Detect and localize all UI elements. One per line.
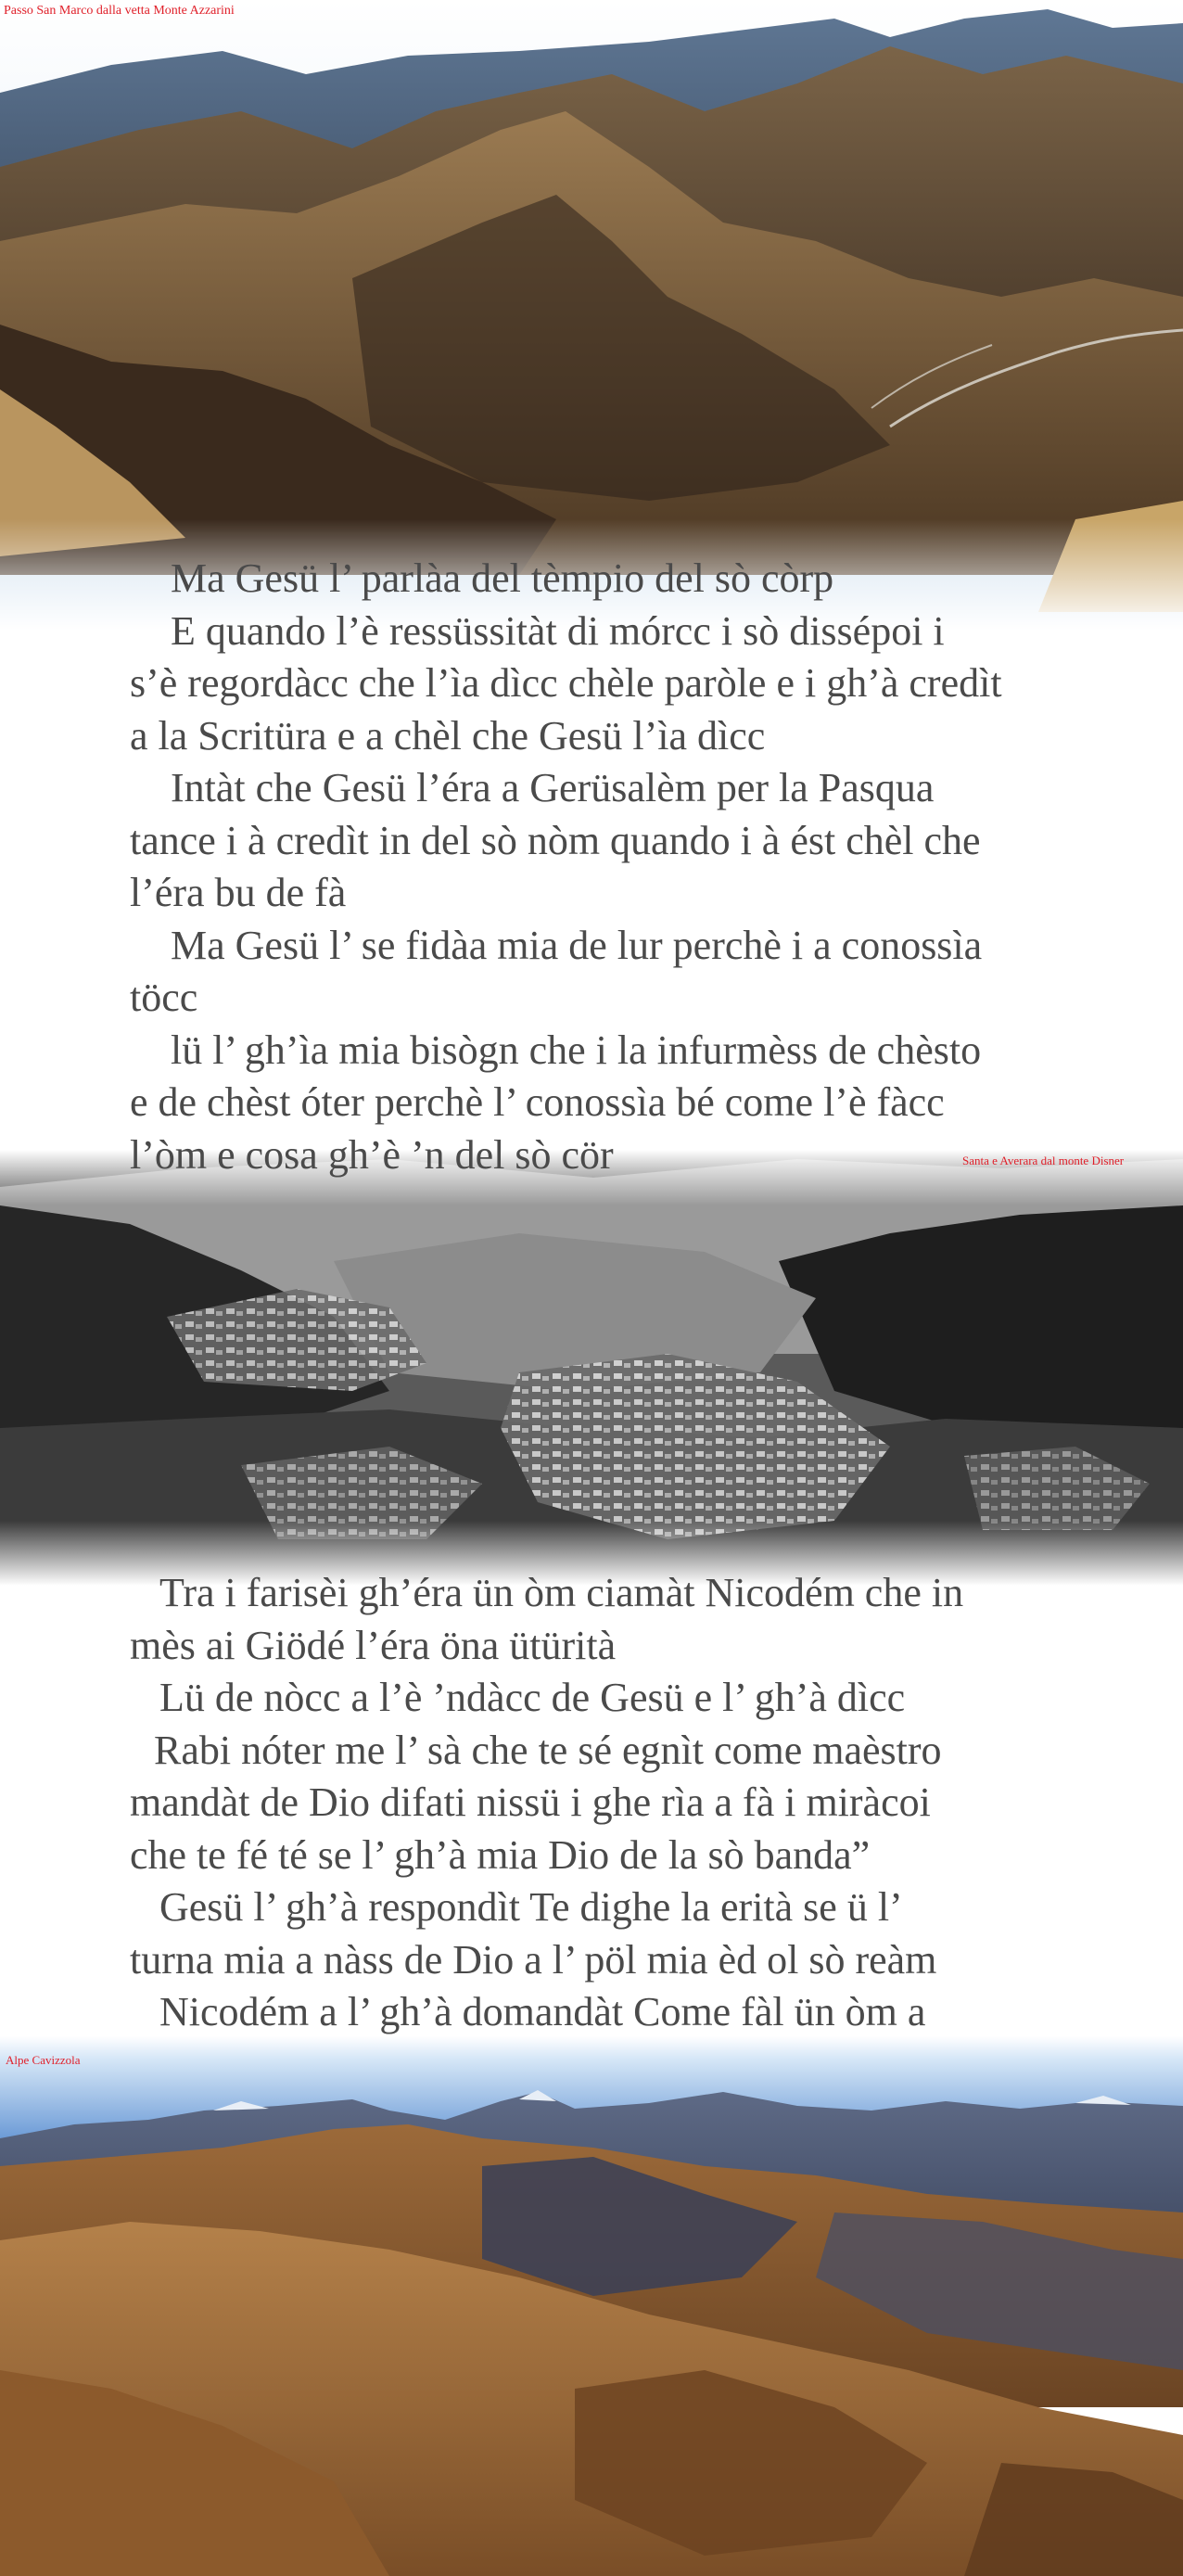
photo-village-valley [0,1150,1183,1586]
photo-caption-bottom: Alpe Cavizzola [6,2053,81,2067]
text-line: s’è regordàcc che l’ìa dìcc chèle paròle e i gh’à credìt [130,660,1002,706]
text-line: Intàt che Gesü l’éra a Gerüsalèm per la Pasqua [171,765,935,810]
text-line: e de chèst óter perchè l’ conossìa bé come l’è fàcc [130,1079,945,1125]
text-line: mès ai Giödé l’éra öna ütürità [130,1622,617,1668]
text-line: Rabi nóter me l’ sà che te sé egnìt come maèstro [154,1727,942,1773]
text-line: tance i à credìt in del sò nòm quando i à ést chèl che [130,817,981,863]
text-line: Nicodém a l’ gh’à domandàt Come fàl ün òm a [159,1989,926,2034]
photo-caption-middle: Santa e Averara dal monte Disner [962,1154,1125,1167]
photo-caption-top: Passo San Marco dalla vetta Monte Azzarini [4,4,235,18]
text-line: mandàt de Dio difati nissü i ghe rìa a fà i miràcoi [130,1779,931,1825]
text-line: töcc [130,975,198,1020]
text-line: Ma Gesü l’ parlàa del tèmpio del sò còrp [171,555,834,601]
scripture-passage-1 [130,553,1090,1181]
text-line: Ma Gesü l’ se fidàa mia de lur perchè i a conossìa [171,922,983,968]
alpine-ridges-illustration [0,2036,1183,2576]
text-line: Lü de nòcc a l’è ’ndàcc de Gesü e l’ gh’à dìcc [159,1675,906,1720]
village-valley-illustration [0,1150,1183,1586]
text-line: E quando l’è ressüssitàt di mórcc i sò dissépoi i [171,607,945,654]
photo-mountain-pass [0,0,1183,631]
text-line: a la Scritüra e a chèl che Gesü l’ìa dìcc [130,712,766,759]
mountain-pass-illustration [0,0,1183,631]
text-line: Gesü l’ gh’à respondìt Te dighe la erità se ü l’ [159,1884,903,1930]
text-line: turna mia a nàss de Dio a l’ pöl mia èd ol sò reàm [130,1936,937,1983]
text-line: che te fé té se l’ gh’à mia Dio de la sò banda” [130,1831,871,1878]
photo-alpine-ridges [0,2036,1183,2576]
text-line: lü l’ gh’ìa mia bisògn che i la infurmèss de chèsto [171,1027,982,1073]
text-line: l’éra bu de fà [130,870,347,915]
text-line: Tra i farisèi gh’éra ün òm ciamàt Nicodém che in [159,1570,964,1615]
scripture-passage-2 [130,1567,1090,2039]
text-line: l’òm e cosa gh’è ’n del sò cör [130,1131,614,1178]
